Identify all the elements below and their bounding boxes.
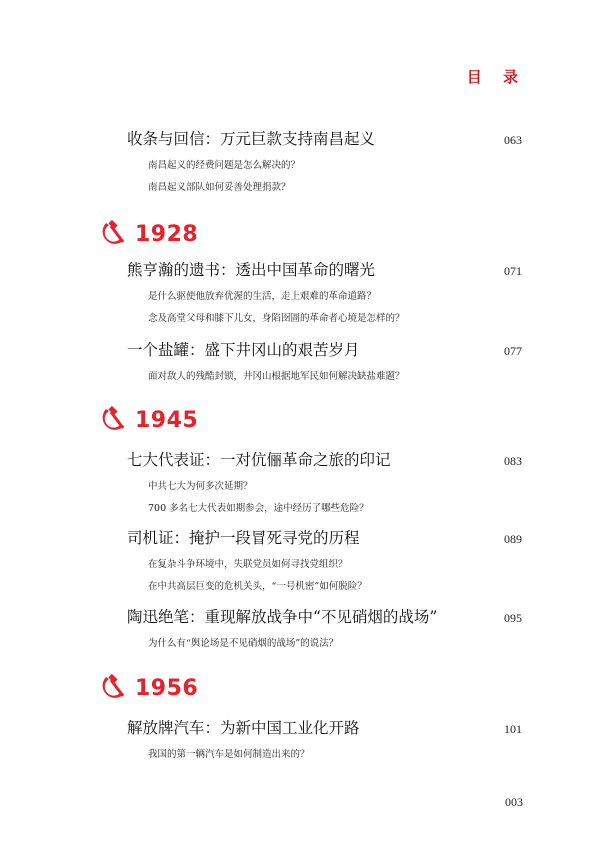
entry-page-number: 063 <box>504 133 522 147</box>
entry-question: 我国的第一辆汽车是如何制造出来的？ <box>148 749 310 760</box>
entry-title: 熊亨瀚的遗书：透出中国革命的曙光 <box>127 261 376 279</box>
entry-question: 在中共高层巨变的危机关头，“一号机密”如何脱险？ <box>148 581 367 592</box>
toc-heading: 目 录 <box>466 68 526 86</box>
entry-page-number: 101 <box>504 722 522 736</box>
entry-page-number: 095 <box>504 611 522 625</box>
entry-title: 一个盐罐：盛下井冈山的艰苦岁月 <box>127 341 360 359</box>
entry-question: 700 多名七大代表如期参会，途中经历了哪些危险？ <box>148 503 369 514</box>
entry-question: 南昌起义部队如何妥善处理捐款？ <box>148 182 291 193</box>
hammer-and-sickle-icon <box>97 405 131 435</box>
entry-title: 七大代表证：一对伉俪革命之旅的印记 <box>127 451 391 469</box>
entry-title: 收条与回信：万元巨款支持南昌起义 <box>127 130 376 148</box>
year-label: 1928 <box>135 221 199 247</box>
entry-question: 在复杂斗争环境中，失联党员如何寻找党组织？ <box>148 559 348 570</box>
toc-entry[interactable] <box>127 338 522 388</box>
entry-title: 司机证：掩护一段冒死寻党的历程 <box>127 529 360 547</box>
toc-entry[interactable] <box>127 526 522 598</box>
entry-page-number: 077 <box>504 344 522 358</box>
page-number: 003 <box>505 795 523 809</box>
toc-entry[interactable] <box>127 127 522 199</box>
toc-entry[interactable] <box>127 258 522 330</box>
year-label: 1945 <box>135 407 199 433</box>
entry-question: 念及高堂父母和膝下儿女，身陷囹圄的革命者心境是怎样的？ <box>148 313 405 324</box>
entry-page-number: 071 <box>504 264 522 278</box>
toc-entry[interactable] <box>127 448 522 520</box>
hammer-and-sickle-icon <box>97 673 131 703</box>
hammer-and-sickle-icon <box>97 219 131 249</box>
year-label: 1956 <box>135 675 199 701</box>
year-heading <box>97 673 198 703</box>
toc-entry[interactable] <box>127 605 522 655</box>
entry-question: 为什么有“舆论场是不见硝烟的战场”的说法？ <box>148 638 339 649</box>
entry-title: 陶迅绝笔：重现解放战争中“不见硝烟的战场” <box>127 608 438 626</box>
entry-title: 解放牌汽车：为新中国工业化开路 <box>127 719 360 737</box>
year-heading <box>97 219 198 249</box>
entry-page-number: 083 <box>504 454 522 468</box>
toc-entry[interactable] <box>127 716 522 766</box>
entry-question: 南昌起义的经费问题是怎么解决的？ <box>148 160 301 171</box>
year-heading <box>97 405 198 435</box>
entry-question: 面对敌人的残酷封锁，井冈山根据地军民如何解决缺盐难题？ <box>148 371 405 382</box>
entry-question: 是什么驱使他放弃优渥的生活，走上艰难的革命道路？ <box>148 291 377 302</box>
entry-question: 中共七大为何多次延期？ <box>148 481 253 492</box>
entry-page-number: 089 <box>504 532 522 546</box>
